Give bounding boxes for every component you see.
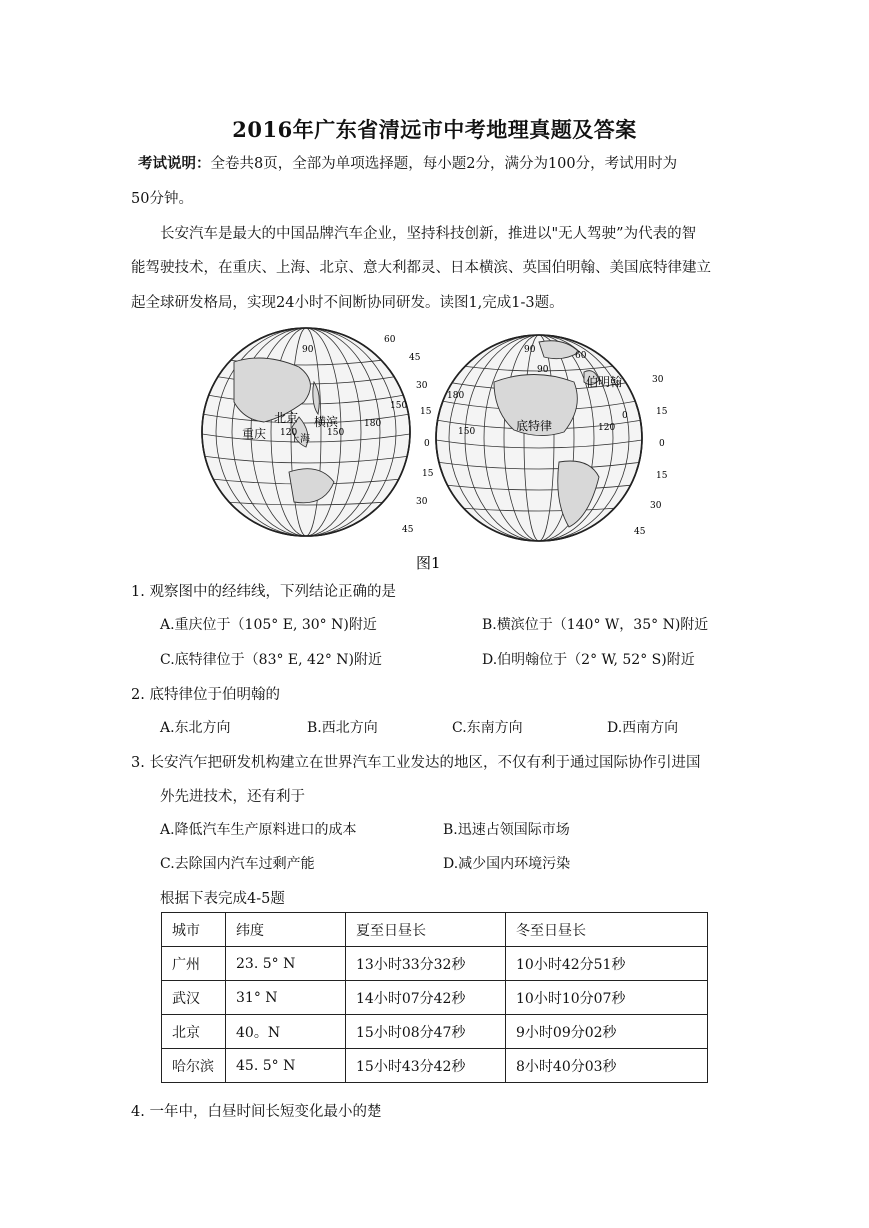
globe-figure <box>194 322 678 572</box>
table-cell: 40。N <box>226 1015 346 1049</box>
lat-label: 30 <box>416 381 428 391</box>
intro-line2: 能驾驶技术，在重庆、上海、北京、意大利都灵、日本横滨、英国伯明翰、美国底特律建立 <box>131 260 711 276</box>
question-1-stem: 1. 观察图中的经纬线，下列结论正确的是 <box>131 584 396 600</box>
right-globe <box>436 335 668 541</box>
exam-note-line2: 50分钟。 <box>131 191 193 207</box>
lon-label: 120 <box>280 428 298 438</box>
city-label-detroit: 底特律 <box>516 419 553 433</box>
lat-label: 30 <box>652 375 664 385</box>
city-label-shanghai: 上海 <box>290 434 310 445</box>
city-label-yokohama: 横滨 <box>314 415 339 429</box>
table-row <box>162 1049 708 1083</box>
lat-label: 30 <box>416 497 428 507</box>
table-row <box>162 981 708 1015</box>
lat-label: 45 <box>409 353 421 363</box>
question-3-option-b: B.迅速占领国际市场 <box>443 822 570 838</box>
table-header-row <box>162 913 708 947</box>
table-cell: 14小时07分42秒 <box>346 981 506 1015</box>
exam-note-label: 考试说明： <box>138 155 211 172</box>
lon-label: 120 <box>598 423 616 433</box>
table-header: 城市 <box>162 913 226 947</box>
lat-label: 15 <box>656 471 668 481</box>
question-3-stem-line1: 3. 长安汽乍把研发机构建立在世界汽车工业发达的地区，不仅有利于通过国际协作引进国 <box>131 755 701 771</box>
lat-label: 45 <box>402 525 414 535</box>
lon-label: 150 <box>458 427 476 437</box>
question-1-option-c: C.底特律位于（83° E, 42° N)附近 <box>160 652 383 668</box>
exam-note-text: 全卷共8页，全部为单项选择题，每小题2分，满分为100分，考试用时为 <box>210 156 678 172</box>
question-1-option-b: B.横滨位于（140° W，35° N)附近 <box>482 617 709 633</box>
question-3-option-d: D.减少国内环境污染 <box>443 856 571 872</box>
city-label-chongqing: 重庆 <box>242 427 267 441</box>
table-cell: 哈尔滨 <box>162 1049 226 1083</box>
table-cell: 13小时33分32秒 <box>346 947 506 981</box>
lat-label: 0 <box>659 439 665 449</box>
question-2-option-b: B.西北方向 <box>307 720 378 736</box>
lon-label: 180 <box>447 391 465 401</box>
daylength-table <box>161 912 708 1083</box>
question-3-stem-line2: 外先进技术，还有利于 <box>160 789 305 805</box>
question-2-stem: 2. 底特律位于伯明翰的 <box>131 687 280 703</box>
exam-note-line1 <box>138 150 677 178</box>
table-header: 冬至日昼长 <box>506 913 708 947</box>
table-cell: 15小时08分47秒 <box>346 1015 506 1049</box>
lon-label: 150 <box>390 401 408 411</box>
city-label-beijing: 北京 <box>274 411 299 425</box>
question-3-option-a: A.降低汽车生产原料进口的成本 <box>160 822 357 838</box>
table-cell: 10小时42分51秒 <box>506 947 708 981</box>
question-2-option-d: D.西南方向 <box>607 720 679 736</box>
question-3-option-c: C.去除国内汽车过剩产能 <box>160 856 315 872</box>
question-2-option-c: C.东南方向 <box>452 720 523 736</box>
table-header: 纬度 <box>226 913 346 947</box>
lat-label: 0 <box>424 439 430 449</box>
table-cell: 8小时40分03秒 <box>506 1049 708 1083</box>
lat-label: 60 <box>384 335 396 345</box>
left-globe <box>202 328 434 536</box>
lon-label: 90 <box>537 365 549 375</box>
table-cell: 武汉 <box>162 981 226 1015</box>
city-label-birmingham: 伯明翰 <box>586 375 623 389</box>
table-cell: 北京 <box>162 1015 226 1049</box>
intro-line3: 起全球研发格局，实现24小时不间断协同研发。读图1,完成1-3题。 <box>131 295 564 311</box>
table-cell: 9小时09分02秒 <box>506 1015 708 1049</box>
lon-label: 0 <box>622 411 628 421</box>
table-cell: 45. 5° N <box>226 1049 346 1083</box>
question-4-stem: 4. 一年中，白昼时间长短变化最小的楚 <box>131 1104 382 1120</box>
question-2-option-a: A.东北方向 <box>160 720 231 736</box>
page-title: 2016年广东省清远市中考地理真题及答案 <box>232 117 637 142</box>
lon-label: 60 <box>575 351 587 361</box>
table-row <box>162 947 708 981</box>
lat-label: 15 <box>422 469 434 479</box>
intro-line1: 长安汽车是最大的中国品牌汽车企业，坚持科技创新，推进以"无人驾驶”为代表的智 <box>160 226 697 242</box>
table-row <box>162 1015 708 1049</box>
lat-label: 15 <box>420 407 432 417</box>
table-cell: 31° N <box>226 981 346 1015</box>
lon-label: 180 <box>364 419 382 429</box>
table-cell: 15小时43分42秒 <box>346 1049 506 1083</box>
lat-label: 30 <box>650 501 662 511</box>
lat-label: 15 <box>656 407 668 417</box>
figure-caption: 图1 <box>416 554 441 572</box>
table-header: 夏至日昼长 <box>346 913 506 947</box>
table-intro: 根据下表完成4-5题 <box>160 891 285 907</box>
table-cell: 广州 <box>162 947 226 981</box>
lon-label: 90 <box>524 345 536 355</box>
lon-label: 150 <box>327 428 345 438</box>
table-cell: 10小时10分07秒 <box>506 981 708 1015</box>
lat-label: 45 <box>634 527 646 537</box>
question-1-option-d: D.伯明翰位于（2° W, 52° S)附近 <box>482 652 695 668</box>
question-1-option-a: A.重庆位于（105° E, 30° N)附近 <box>160 617 377 633</box>
table-cell: 23. 5° N <box>226 947 346 981</box>
lon-label: 90 <box>302 345 314 355</box>
